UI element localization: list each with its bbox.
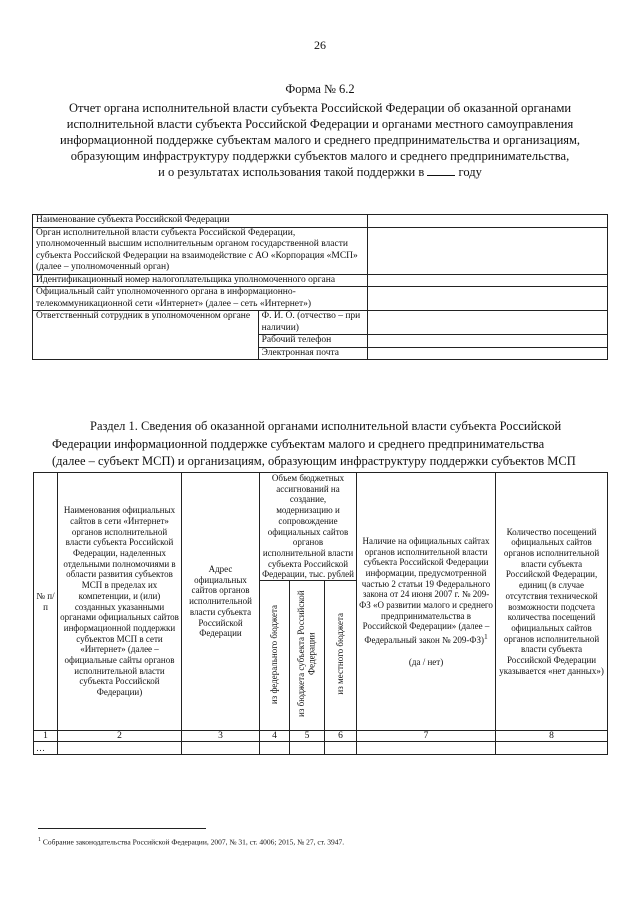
table-cell[interactable] bbox=[58, 742, 182, 755]
table-cell[interactable] bbox=[357, 742, 496, 755]
phone-label: Рабочий телефон bbox=[258, 335, 367, 348]
info-table bbox=[32, 214, 608, 360]
inn-label: Идентификационный номер налогоплательщика уполномоченного органа bbox=[33, 274, 368, 287]
table-cell[interactable] bbox=[325, 742, 357, 755]
email-value[interactable] bbox=[367, 347, 607, 360]
fio-label: Ф. И. О. (отчество – при наличии) bbox=[258, 311, 367, 335]
footnote-marker: 1 bbox=[38, 837, 41, 843]
column-number: 6 bbox=[325, 731, 357, 742]
col-header-budget-federal bbox=[260, 581, 290, 731]
region-name-label: Наименование субъекта Российской Федерации bbox=[33, 215, 368, 228]
authorized-body-label: Орган исполнительной власти субъекта Российской Федерации, уполномоченный высшим исполнительным органом государственной власти субъекта Российской Федерации на взаимодействие с АО «Корпорация «МСП» (далее – уполномоченный орган) bbox=[33, 227, 368, 274]
responsible-label: Ответственный сотрудник в уполномоченном органе bbox=[33, 311, 259, 360]
col-header-info-answer: (да / нет) bbox=[408, 656, 444, 667]
report-title-line: образующим инфраструктуру поддержки субъектов малого и среднего предпринимательства, bbox=[70, 149, 570, 163]
column-number: 7 bbox=[357, 731, 496, 742]
footnote-ref: 1 bbox=[483, 632, 488, 642]
section-title bbox=[52, 418, 607, 471]
report-title-line: Отчет органа исполнительной власти субъекта Российской Федерации об оказанной органами bbox=[68, 101, 572, 115]
website-label: Официальный сайт уполномоченного органа в информационно-телекоммуникационной сети «Интернет» (далее – сеть «Интернет») bbox=[33, 287, 368, 311]
continuation-cell: … bbox=[34, 742, 58, 755]
section-title-line: Федерации информационной поддержке субъектам малого и среднего предпринимательства bbox=[52, 436, 545, 451]
column-number: 2 bbox=[58, 731, 182, 742]
budget-federal-label: из федерального бюджета bbox=[269, 604, 280, 704]
section-title-line: (далее – субъект МСП) и организациям, образующим инфраструктуру поддержки субъектов МСП bbox=[52, 454, 576, 468]
col-header-info-text: Наличие на официальных сайтах органов исполнительной власти субъекта Российской Федерации информации, предусмотренной частью 2 статьи 19 Федерального закона от 24 июня 2007 г. № 209-ФЗ «О развитии малого и среднего предпринимательства в Российской Федерации» (далее – Федеральный закон № 209-ФЗ) bbox=[359, 535, 493, 646]
footnote-divider bbox=[38, 828, 206, 829]
region-name-value[interactable] bbox=[367, 215, 607, 228]
email-label: Электронная почта bbox=[258, 347, 367, 360]
website-value[interactable] bbox=[367, 287, 607, 311]
inn-value[interactable] bbox=[367, 274, 607, 287]
form-title: Форма № 6.2 bbox=[285, 82, 355, 96]
budget-local-label: из местного бюджета bbox=[335, 613, 346, 695]
column-number: 5 bbox=[290, 731, 325, 742]
col-header-site-address: Адрес официальных сайтов органов исполнительной власти субъекта Российской Федерации bbox=[182, 473, 260, 731]
budget-regional-label: из бюджета субъекта Российской Федерации bbox=[296, 590, 317, 718]
table-cell[interactable] bbox=[290, 742, 325, 755]
column-number: 8 bbox=[496, 731, 608, 742]
column-number: 3 bbox=[182, 731, 260, 742]
col-header-site-names: Наименования официальных сайтов в сети «Интернет» органов исполнительной власти субъекта Российской Федерации, наделенных отдельными полномочиями в области развития субъектов МСП в пределах их компетенции, и (или) созданных указанными органами официальных сайтов информационной поддержки субъектов МСП в сети «Интернет» (далее – официальные сайты органов исполнительной власти субъекта Российской Федерации) bbox=[58, 473, 182, 731]
footnote-text: Собрание законодательства Российской Федерации, 2007, № 31, ст. 4006; 2015, № 27, ст. 3947. bbox=[42, 837, 345, 847]
page-number: 26 bbox=[314, 38, 326, 52]
fio-value[interactable] bbox=[367, 311, 607, 335]
report-title-year-prefix: и о результатах использования такой поддержки в bbox=[158, 165, 425, 179]
col-header-budget: Объем бюджетных ассигнований на создание, модернизацию и сопровождение официальных сайтов органов исполнительной власти субъекта Российской Федерации, тыс. рублей bbox=[260, 473, 357, 581]
col-header-num: № п/п bbox=[34, 473, 58, 731]
footnote bbox=[38, 837, 344, 847]
section-title-line: Раздел 1. Сведения об оказанной органами исполнительной власти субъекта Российской bbox=[90, 419, 562, 433]
main-table bbox=[33, 472, 608, 755]
column-number: 4 bbox=[260, 731, 290, 742]
col-header-visits: Количество посещений официальных сайтов органов исполнительной власти субъекта Российской Федерации, единиц (в случае отсутствия технической возможности подсчета количества посещений официальных сайтов органов исполнительной власти субъекта Российской Федерации указывается «нет данных») bbox=[496, 473, 608, 731]
report-title-line: исполнительной власти субъекта Российской Федерации и органами местного самоуправления bbox=[66, 117, 574, 131]
table-cell[interactable] bbox=[182, 742, 260, 755]
year-blank-field[interactable] bbox=[427, 164, 455, 176]
table-cell[interactable] bbox=[496, 742, 608, 755]
authorized-body-value[interactable] bbox=[367, 227, 607, 274]
col-header-budget-local bbox=[325, 581, 357, 731]
table-cell[interactable] bbox=[260, 742, 290, 755]
report-title-year-suffix: году bbox=[458, 165, 482, 179]
col-header-budget-regional bbox=[290, 581, 325, 731]
report-title-line: информационной поддержке субъектам малого и среднего предпринимательства и организациям, bbox=[59, 133, 581, 147]
col-header-info-presence bbox=[357, 473, 496, 731]
report-title bbox=[40, 100, 600, 180]
phone-value[interactable] bbox=[367, 335, 607, 348]
column-number: 1 bbox=[34, 731, 58, 742]
report-title-last-line bbox=[40, 164, 600, 180]
